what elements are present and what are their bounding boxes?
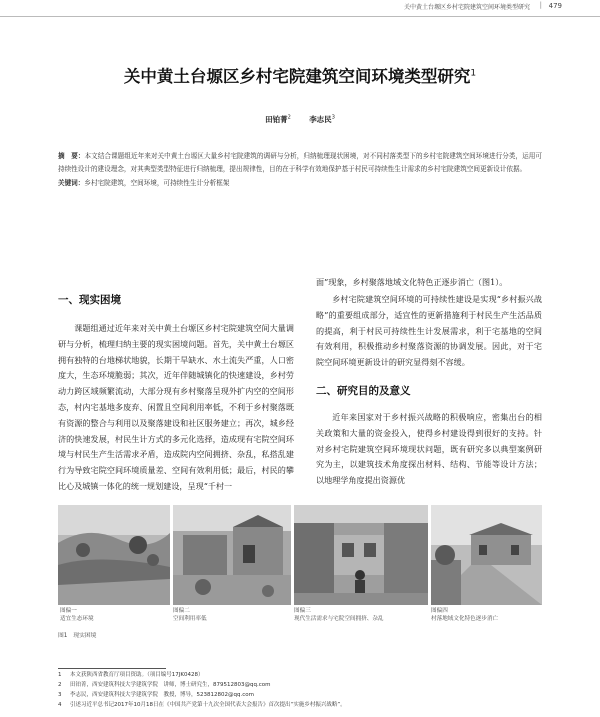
footnote-4 [58,700,542,710]
section-1-paragraph: 课题组通过近年来对关中黄土台塬区乡村宅院建筑空间大量调研与分析，梳理归纳主要的现实困境问题。首先，关中黄土台塬区拥有独特的台地梯状地貌，长期干旱缺水、水土流失严重，人口密度大，生态环境脆弱；其次，近年伴随城镇化的快速建设，乡村劳动力跨区域频繁流动，大部分现有乡村聚落呈现外扩内空的空间形态，村内宅基地多废弃、闲置且空间利用率低，不利于乡村聚落既有资源的整合与利用以及聚落建设和社区服务建立；再次，城乡经济的快速发展，村民生计方式的多元化选择，造成现有宅院空间环境与村民生产生活需求矛盾，造成院内空间拥挤、杂乱，私搭乱建行为导致宅院空间环境质量差、空间有效利用低；最后，村民的攀比心及城镇一体化的统一规划建设，呈现“千村一 [58,323,294,491]
keywords [58,177,542,190]
photo-caption-4-number: 图偏四 [431,608,448,614]
author-1-name: 田铂菁 [265,115,288,124]
footnote-3-text: 李志民，西安建筑科技大学建筑学院 教授，博导，523812802@qq.com [70,692,254,698]
keywords-text: 乡村宅院建筑，空间环境，可持续性生计分析框架 [84,179,230,187]
figure-photo-3 [294,505,428,605]
footnote-2-text: 田铂菁，西安建筑科技大学建筑学院 讲师，博士研究生，879512803@qq.com [70,682,271,688]
author-2 [309,115,335,124]
footnote-divider [58,668,166,669]
figure-photo-2 [173,505,291,605]
photo-caption-1-text: 适宜生态环境 [60,616,94,622]
footnote-1 [58,670,542,680]
footnote-2-number: 2 [58,682,62,688]
photo-caption-1-number: 图偏一 [60,608,77,614]
photo-caption-4 [431,607,498,623]
section-2-heading: 二、研究目的及意义 [316,385,411,397]
section-2-paragraph: 近年来国家对于乡村振兴战略的积极响应，密集出台的相关政策和大量的资金投入，使得乡村建设得到很好的支持。针对乡村宅院建筑空间环境现状问题，既有研究多以典型案例研究为主，以建筑技术角度探出材料、结构、节能等设计方法；以地理学角度提出资源优 [316,412,542,486]
footnote-1-text: 本文获陕西省教育厅项目资助。（项目编号17JK0428） [70,672,204,678]
title-footnote-marker: 1 [470,68,477,79]
paper-title-text: 关中黄土台塬区乡村宅院建筑空间环境类型研究 [123,67,471,86]
keywords-label: 关键词： [58,179,85,187]
footnote-3-number: 3 [58,692,62,698]
abstract-block [58,150,542,190]
photo-caption-2-text: 空间利用率低 [173,616,207,622]
author-line [0,114,600,125]
photo-caption-1 [60,607,94,623]
photo-caption-3-number: 图偏三 [294,608,311,614]
running-title: 关中黄土台塬区乡村宅院建筑空间环境类型研究 [403,4,530,11]
figure-1-caption: 图1 现实困境 [58,633,97,639]
figure-photo-4 [431,505,542,605]
author-2-name: 李志民 [309,115,332,124]
footnote-2 [58,680,542,690]
section-1-continuation: 面”现象，乡村聚落地域文化特色正逐步消亡（图1）。 [316,277,508,287]
section-1-heading: 一、现实困境 [58,294,121,306]
header-separator: | [539,1,542,9]
author-1 [265,115,291,124]
photo-caption-3 [294,607,384,623]
author-2-marker: 3 [331,114,335,121]
abstract-label: 摘 要： [58,152,85,160]
section-1-paragraph-2: 乡村宅院建筑空间环境的可持续性建设是实现“乡村振兴战略”的重要组成部分，适宜性的更新措施利于村民生产生活品质的提高，利于村民可持续性生计发展需求，利于宅基地的空间有效利用，积极推动乡村聚落资源的协调发展。因此，对于宅院空间环境更新设计的研究显得刻不容缓。 [316,294,542,368]
abstract-text: 本文结合课题组近年来对关中黄土台塬区大量乡村宅院建筑的调研与分析，归纳梳理现状困境，对不同村落类型下的乡村宅院建筑空间环境进行分类，运用可持续性设计的建设理念，对其典型类型特征进行归纳梳理，提出规律性，目的在于科学有效地保护基于村民可持续性生计需求的乡村宅院建筑空间更新设计依据。 [58,152,543,173]
footnote-3 [58,690,542,700]
running-header [0,0,600,17]
photo-caption-2 [173,607,207,623]
footnote-4-text: 引述习近平总书记2017年10月18日在《中国共产党第十九次全国代表大会报告》首次提出“实施乡村振兴战略”。 [70,702,346,708]
figure-1 [58,505,542,605]
photo-caption-3-text: 现代生活需求与宅院空间拥挤、杂乱 [294,616,384,622]
author-1-marker: 2 [287,114,291,121]
paper-title [0,63,600,87]
footnote-1-number: 1 [58,672,62,678]
abstract [58,150,542,175]
footnote-4-number: 4 [58,702,62,708]
photo-caption-4-text: 村落地域文化特色逐步消亡 [431,616,499,622]
photo-caption-2-number: 图偏二 [173,608,190,614]
footnotes [58,670,542,710]
page-number: 479 [548,2,562,10]
figure-photo-1 [58,505,170,605]
